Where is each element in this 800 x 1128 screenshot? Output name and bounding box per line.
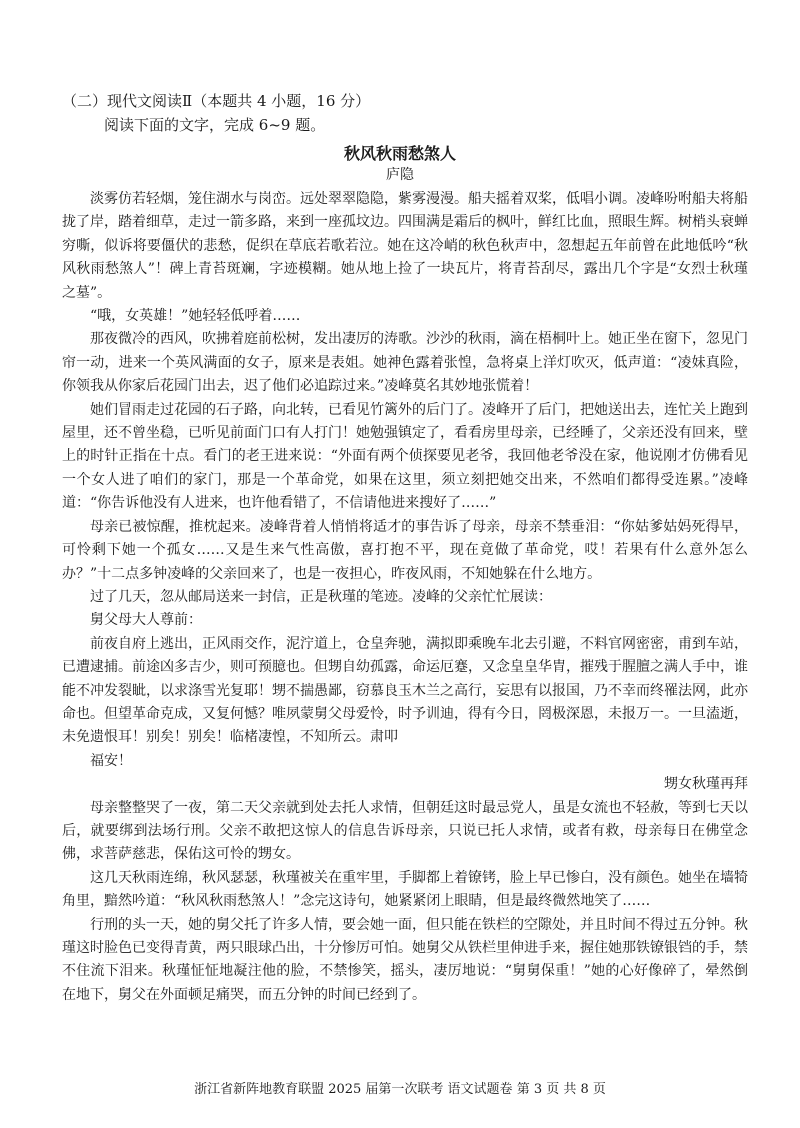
- letter-closing: 福安！: [90, 752, 132, 769]
- instruction-text: 阅读下面的文字，完成 6~9 题。: [104, 116, 326, 134]
- paragraph: 过了几天，忽从邮局送来一封信，正是秋瑾的笔迹。凌峰的父亲忙忙展读：: [90, 588, 552, 605]
- paragraph: 她们冒雨走过花园的石子路，向北转，已看见竹篱外的后门了。凌峰开了后门，把她送出去，连忙关上跑到屋里，还不曾坐稳，已听见前面门口有人打门！她勉强镇定了，看看房里母亲，已经睡了，父亲还没有回来，壁上的时针正指在十点。看门的老王进来说：“外面有两个侦探要见老爷，我回他老爷没在家，他说刚才仿佛看见一个女人进了咱们的家门，那是一个革命党，如果在这里，须立刻把她交出来，不然咱们都得受连累。”凌峰道：“你告诉他没有人进来，也许他看错了，不信请他进来搜好了……”: [62, 401, 748, 512]
- letter-body: 前夜自府上逃出，正风雨交作，泥泞道上，仓皇奔驰，满拟即乘晚车北去引避，不料官网密密，甫到车站，已遭逮捕。前途凶多吉少，则可预臆也。但甥自幼孤露，命运厄蹇，又念皇皇华胄，摧残于腥膻之满人手中，谁能不冲发裂眦，以求涤雪光复耶！甥不揣愚鄙，窃慕良玉木兰之高行，妄思有以报国，乃不幸而终罹法网，此亦命也。但望革命克成，又复何憾？唯夙蒙舅父母爱怜，时予训迪，得有今日，罔极深恩，未报万一。一旦溘逝，未免遗恨耳！别矣！别矣！临楮凄惶，不知所云。肃叩: [62, 635, 748, 746]
- page-footer: 浙江省新阵地教育联盟 2025 届第一次联考 语文试题卷 第 3 页 共 8 页: [194, 1082, 606, 1097]
- paragraph: 母亲已被惊醒，推枕起来。凌峰背着人悄悄将适才的事告诉了母亲，母亲不禁垂泪：“你姑爹姑妈死得早，可怜剩下她一个孤女……又是生来气性高傲，喜打抱不平，现在竟做了革命党，哎！若果有什么意外怎么办？”十二点多钟凌峰的父亲回来了，也是一夜担心，昨夜风雨，不知她躲在什么地方。: [62, 518, 748, 582]
- paragraph: 那夜微冷的西风，吹拂着庭前松树，发出凄厉的涛歌。沙沙的秋雨，滴在梧桐叶上。她正坐在窗下，忽见门帘一动，进来一个英风满面的女子，原来是表姐。她神色露着张惶，急将桌上洋灯吹灭，低声道：“凌妹真险，你领我从你家后花园门出去，迟了他们必追踪过来。”凌峰莫名其妙地张慌着！: [62, 331, 748, 395]
- section-heading: （二）现代文阅读Ⅱ（本题共 4 小题，16 分）: [62, 92, 371, 110]
- article-body: [62, 188, 748, 1007]
- paragraph: 这几天秋雨连绵，秋风瑟瑟，秋瑾被关在重牢里，手脚都上着镣铐，脸上早已惨白，没有颜色。她坐在墙犄角里，黯然吟道：“秋风秋雨愁煞人！”念完这诗句，她紧紧闭上眼睛，但是最终微然地笑了……: [62, 869, 748, 910]
- letter-salutation: 舅父母大人尊前：: [90, 612, 202, 629]
- article-title: 秋风秋雨愁煞人: [343, 144, 456, 163]
- letter-signature: 甥女秋瑾再拜: [664, 776, 748, 793]
- paragraph: 母亲整整哭了一夜，第二天父亲就到处去托人求情，但朝廷这时最忌党人，虽是女流也不轻赦，等到七天以后，就要绑到法场行刑。父亲不敢把这惊人的信息告诉母亲，只说已托人求情，或者有救，母亲每日在佛堂念佛，求菩萨慈悲，保佑这可怜的甥女。: [62, 799, 748, 863]
- paragraph: 淡雾仿若轻烟，笼住湖水与岗峦。远处翠翠隐隐，紫雾漫漫。船夫摇着双桨，低唱小调。凌峰吩咐船夫将船拢了岸，踏着细草，走过一箭多路，来到一座孤坟边。四围满是霜后的枫叶，鲜红比血，照眼生辉。树梢头衰蝉穷嘶，似诉将要僵伏的悲愁，促织在草底若歌若泣。她在这冷峭的秋色秋声中，忽想起五年前曾在此地低吟“秋风秋雨愁煞人”！碑上青苔斑斓，字迹模糊。她从地上捡了一块瓦片，将青苔刮尽，露出几个字是“女烈士秋瑾之墓”。: [62, 191, 748, 301]
- paragraph: 行刑的头一天，她的舅父托了许多人情，要会她一面，但只能在铁栏的空隙处，并且时间不得过五分钟。秋瑾这时脸色已变得青黄，两只眼球凸出，十分惨厉可怕。她舅父从铁栏里伸进手来，握住她那铁镣银铛的手，禁不住流下泪来。秋瑾怔怔地凝注他的脸，不禁惨笑，摇头，凄厉地说：“舅舅保重！”她的心好像碎了，晕然倒在地下，舅父在外面顿足痛哭，而五分钟的时间已经到了。: [62, 916, 748, 1003]
- article-author: 庐隐: [386, 167, 414, 183]
- paragraph: “哦，女英雄！”她轻轻低呼着……: [90, 308, 301, 325]
